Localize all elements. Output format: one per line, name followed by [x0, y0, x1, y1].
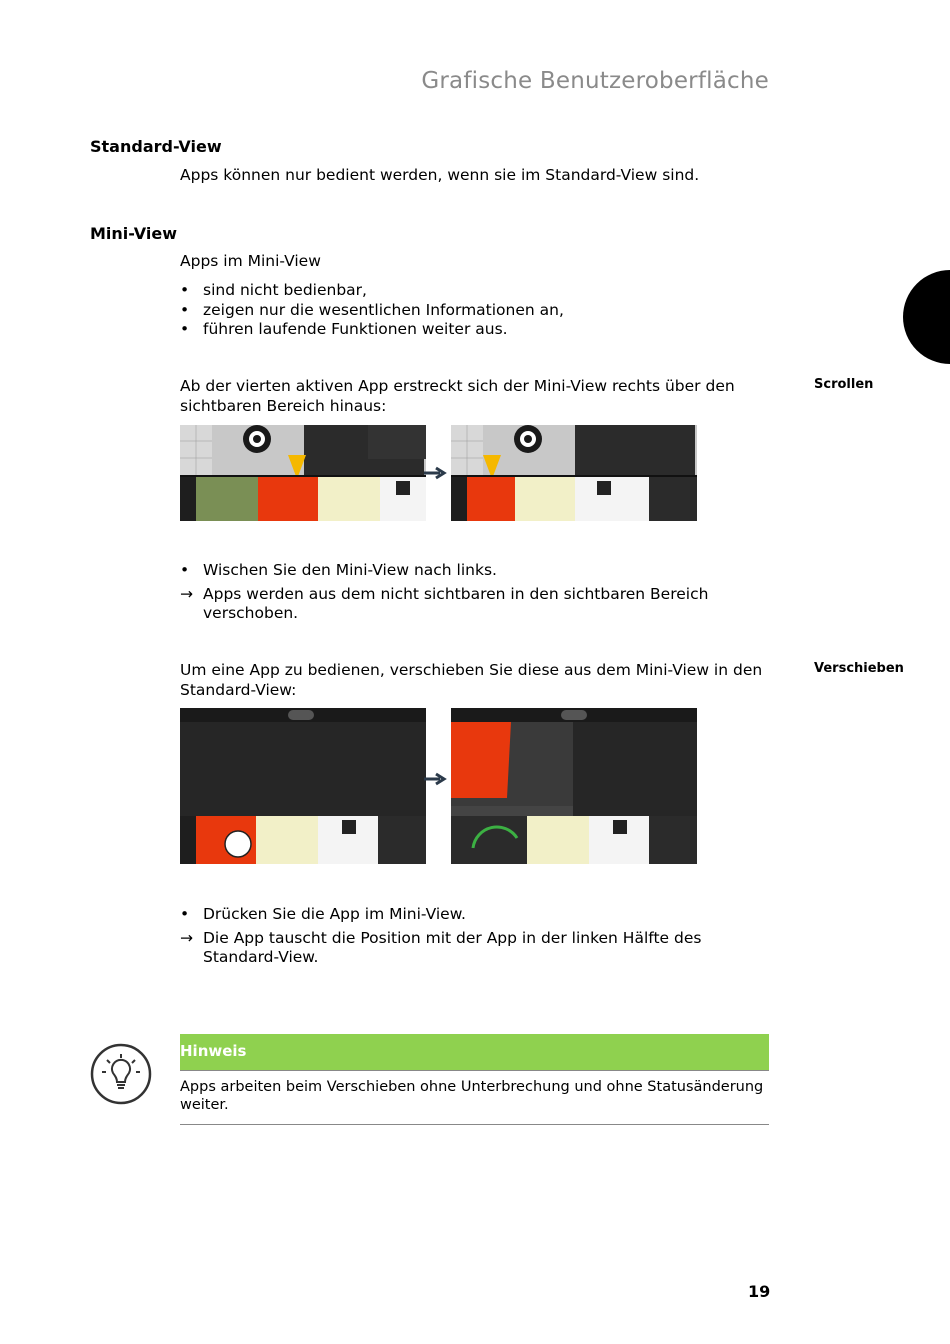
arrow-right-icon — [424, 772, 448, 786]
list-item: • sind nicht bedienbar, — [180, 281, 564, 301]
lightbulb-icon — [90, 1043, 152, 1105]
hint-divider-top — [180, 1070, 769, 1071]
mini-view-intro: Apps im Mini-View — [180, 252, 321, 270]
result-arrow-icon: → — [180, 928, 193, 947]
arrow-right-icon — [424, 466, 448, 480]
heading-mini-view: Mini-View — [90, 224, 177, 243]
hint-text: Apps arbeiten beim Verschieben ohne Unterbrechung und ohne Statusänderung weiter. — [180, 1079, 764, 1113]
screenshot-scroll-before — [180, 425, 426, 521]
move-result — [180, 929, 770, 968]
margin-note-move: Verschieben — [814, 661, 904, 676]
scroll-step — [180, 561, 770, 624]
screenshot-move-before — [180, 708, 426, 864]
scroll-result-text: Apps werden aus dem nicht sichtbaren in den sichtbaren Bereich verschoben. — [203, 584, 709, 622]
standard-view-text: Apps können nur bedient werden, wenn sie im Standard-View sind. — [180, 166, 700, 184]
result-arrow-icon: → — [180, 584, 193, 603]
list-item: • zeigen nur die wesentlichen Informationen an, — [180, 301, 564, 321]
list-item: • führen laufende Funktionen weiter aus. — [180, 320, 564, 340]
hint-title: Hinweis — [180, 1042, 247, 1060]
move-text: Um eine App zu bedienen, verschieben Sie diese aus dem Mini-View in den Standard-View: — [180, 661, 763, 699]
screenshot-scroll-after — [451, 425, 697, 521]
move-step — [180, 905, 770, 968]
margin-note-scroll: Scrollen — [814, 377, 874, 392]
scroll-result — [180, 585, 770, 624]
header-title: Grafische Benutzeroberfläche — [421, 68, 769, 94]
mini-view-bullets — [180, 281, 564, 340]
screenshot-move-after — [451, 708, 697, 864]
chapter-thumb-tab — [903, 270, 950, 364]
hint-header-bar — [180, 1034, 769, 1070]
page-number: 19 — [748, 1282, 771, 1301]
list-item: • Drücken Sie die App im Mini-View. — [180, 905, 770, 925]
scroll-text: Ab der vierten aktiven App erstreckt sich der Mini-View rechts über den sichtbaren Bereich hinaus: — [180, 377, 735, 415]
hint-divider-bottom — [180, 1124, 769, 1125]
heading-standard-view: Standard-View — [90, 137, 222, 156]
move-result-text: Die App tauscht die Position mit der App in der linken Hälfte des Standard-View. — [203, 928, 702, 966]
list-item: • Wischen Sie den Mini-View nach links. — [180, 561, 770, 581]
